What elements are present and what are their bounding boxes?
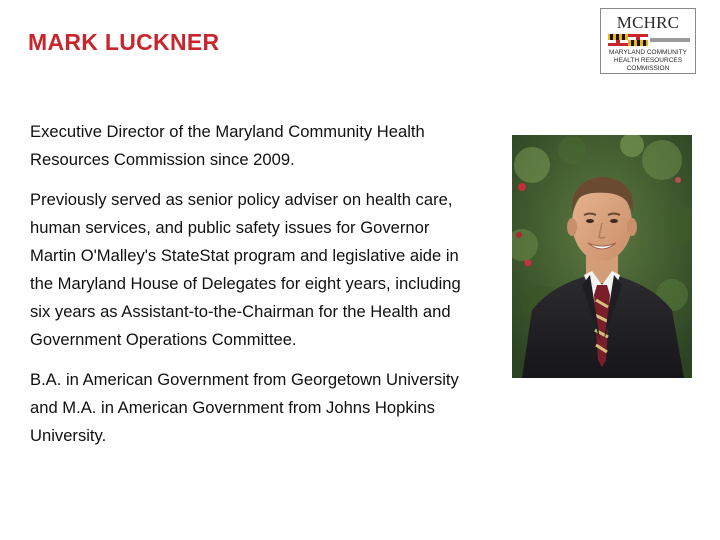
bio-paragraph: Previously served as senior policy adviser on health care, human services, and public safety issues for Governor Martin O'Malley's StateStat program and legislative aide in the Maryland House of Delegates for eight years, including six years as Assistant-to-the-Chairman for the Health and Government Operations Committee. (30, 190, 461, 349)
bio-text (30, 118, 470, 462)
bio-paragraph: Executive Director of the Maryland Community Health Resources Commission since 2009. (30, 122, 425, 169)
slide-title: MARK LUCKNER (28, 29, 220, 55)
maryland-flag-icon (608, 34, 690, 46)
bio-paragraph: B.A. in American Government from Georgetown University and M.A. in American Government from Johns Hopkins University. (30, 370, 459, 445)
logo-acronym: MCHRC (616, 13, 680, 32)
mchrc-logo (600, 8, 696, 74)
logo-full-name: MARYLAND COMMUNITY HEALTH RESOURCES COMMISSION (609, 49, 687, 72)
portrait-photo (512, 135, 692, 378)
